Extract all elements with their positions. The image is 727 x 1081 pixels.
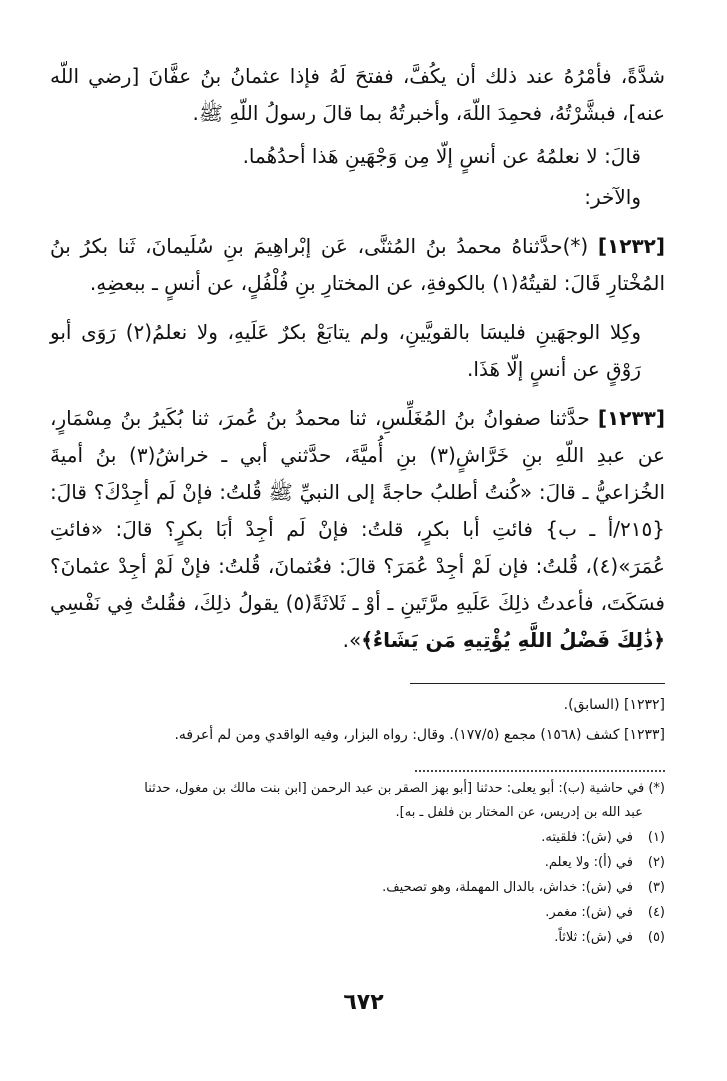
section-divider bbox=[410, 683, 665, 684]
paragraph-2b: والآخر: bbox=[584, 185, 641, 209]
hadith-text-1233: حدَّثنا صفوانُ بنُ المُغَلِّسِ، ثنا محمدُ بنُ عُمرَ، ثنا بُكَيرُ بنُ مِسْمَارٍ، عن عبدِ اللّهِ بنِ خَرَّاشٍ(٣) بنِ أُميَّةَ، حدَّثني أبي ـ خراشُ(٣) بنُ أميةَ الخُزاعيُّ ـ قالَ: «كُنتُ أطلبُ حاجةً إلى النبيِّ ﷺ قُلتُ: فإنْ لَم أجِدْكَ؟ قالَ: {٢١٥/أ ـ ب} فائتِ أبا بكرٍ، قلتُ: فإنْ لَم أجِدْ أبَا بكرٍ؟ قالَ: «فائتِ عُمَرَ»(٤)، قُلتُ: فإن لَمْ أجِدْ عُمَرَ؟ قالَ: فعُثمانَ، قُلتُ: فإنْ لَمْ أجِدْ عثمانَ؟ فسَكَتَ، فأعدتُ ذلِكَ عَلَيهِ مرَّتَينِ ـ أوْ ـ ثَلاثَةً(٥) يقولُ ذلِكَ، فقُلتُ فِي نَفْسِي bbox=[50, 406, 665, 615]
footnote bbox=[50, 902, 665, 924]
footnote-text: في (ش): خداش، بالدال المهملة، وهو تصحيف. bbox=[382, 880, 633, 895]
margin-note: (*) في حاشية (ب): أبو يعلى: حدثنا [أبو بهز الصقر بن عبد الرحمن [ابن بنت مالك بن مغول، حدثنا bbox=[144, 781, 665, 796]
footnote-number: (٥) bbox=[647, 930, 665, 945]
hadith-text-1232: (*)حدَّثناهُ محمدُ بنُ المُثنَّى، عَن إبْراهِيمَ بنِ سُلَيمانَ، ثَنا بكرُ بنُ المُخْتارِ قَالَ: لقيتُهُ(١) بالكوفةِ، عن المختارِ بنِ فُلْفُلٍ، عن أنسٍ ـ ببعضِهِ. bbox=[50, 234, 665, 295]
reference-1233: [١٢٣٣] كشف (١٥٦٨) مجمع (١٧٧/٥). وقال: رواه البزار، وفيه الواقدي ومن لم أعرفه. bbox=[174, 727, 665, 743]
footnote bbox=[50, 877, 665, 899]
footnote-text: في (ش): مغمر. bbox=[545, 905, 633, 920]
reference-1232: [١٢٣٢] (السابق). bbox=[563, 697, 665, 713]
paragraph-1: شدَّةً، فأمْرُهُ عند ذلك أن يكُفَّ، ففتحَ لَهُ فإذا عثمانُ بنُ عفَّانَ [رضي اللّه عنه]، فبشَّرْتُهُ، فحمِدَ اللّهَ، وأخبرتُهُ بما قالَ رسولُ اللّهِ ﷺ. bbox=[50, 64, 665, 125]
footnotes bbox=[50, 778, 665, 949]
hadith-1233 bbox=[50, 400, 665, 659]
footnote bbox=[50, 827, 665, 849]
hadith-number-1233: [١٢٣٣] bbox=[597, 406, 665, 430]
page-number: ٦٧٢ bbox=[343, 990, 384, 1015]
footnote-text: في (ش): فلقيته. bbox=[541, 830, 633, 845]
footnote-text: في (ش): ثلاثاً. bbox=[554, 930, 633, 945]
hadith-number-1232: [١٢٣٢] bbox=[597, 234, 666, 258]
footnote-number: (٤) bbox=[647, 905, 665, 920]
footnote bbox=[50, 927, 665, 949]
margin-note-continued: عبد الله بن إدريس، عن المختار بن فلفل ـ به]. bbox=[395, 805, 643, 820]
footnote bbox=[50, 852, 665, 874]
paragraph-3: وكِلا الوجهَينِ فليسَا بالقويَّينِ، ولم يتابَعْ بكرٌ عَلَيهِ، ولا نعلمُ(٢) رَوَى أبو رَوْقٍ عن أنسٍ إلّا هَذَا. bbox=[50, 320, 641, 381]
main-text bbox=[50, 58, 665, 671]
footnote-divider bbox=[415, 770, 665, 772]
quran-quote: ﴿ذَٰلِكَ فَضْلُ اللَّهِ يُؤْتِيهِ مَن يَشَاءُ﴾ bbox=[361, 628, 665, 652]
paragraph-2a: قالَ: لا نعلمُهُ عن أنسٍ إلّا مِن وَجْهَينِ هَذا أحدُهُما. bbox=[242, 144, 641, 168]
references bbox=[50, 690, 665, 750]
footnote-number: (٢) bbox=[647, 855, 665, 870]
footnote-number: (١) bbox=[647, 830, 665, 845]
hadith-1232 bbox=[50, 228, 665, 302]
hadith-end-1233: ». bbox=[342, 628, 362, 652]
footnote-text: في (أ): ولا يعلم. bbox=[544, 855, 633, 870]
footnote-number: (٣) bbox=[647, 880, 665, 895]
